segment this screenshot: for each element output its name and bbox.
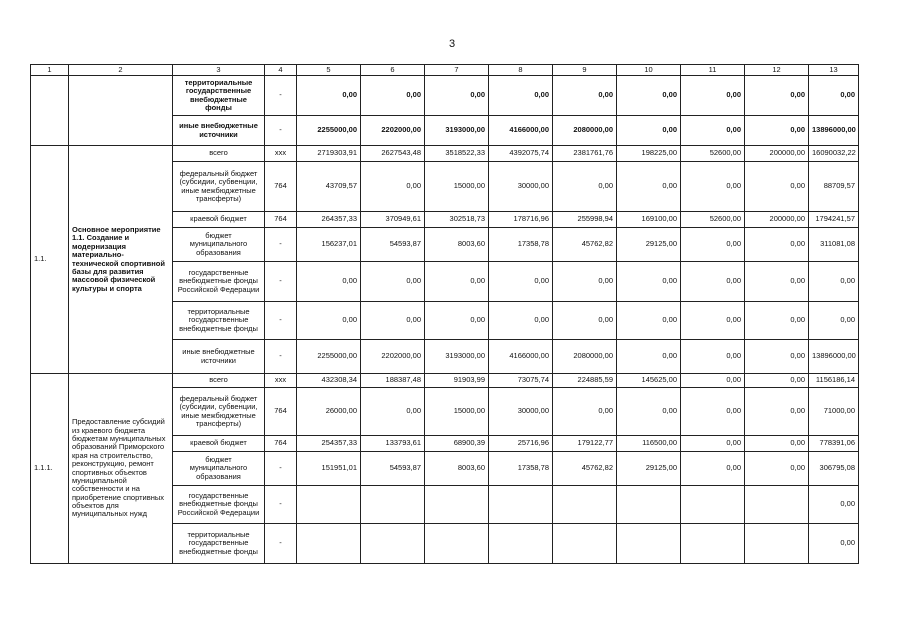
amount-cell: 0,00	[361, 388, 425, 436]
budget-code: ххх	[265, 374, 297, 388]
amount-cell: 30000,00	[489, 388, 553, 436]
amount-cell	[489, 486, 553, 524]
amount-cell: 0,00	[745, 116, 809, 146]
amount-cell: 4392075,74	[489, 146, 553, 162]
item-name	[69, 76, 173, 146]
amount-cell	[297, 486, 361, 524]
amount-cell: 200000,00	[745, 212, 809, 228]
amount-cell: 0,00	[361, 162, 425, 212]
amount-cell: 13896000,00	[809, 116, 859, 146]
amount-cell: 200000,00	[745, 146, 809, 162]
amount-cell: 0,00	[489, 262, 553, 302]
budget-code: -	[265, 228, 297, 262]
item-index	[31, 76, 69, 146]
amount-cell: 432308,34	[297, 374, 361, 388]
budget-code: 764	[265, 388, 297, 436]
page-number: 3	[449, 38, 456, 50]
budget-code: -	[265, 340, 297, 374]
amount-cell: 2080000,00	[553, 340, 617, 374]
amount-cell: 0,00	[745, 162, 809, 212]
amount-cell: 188387,48	[361, 374, 425, 388]
amount-cell: 0,00	[617, 76, 681, 116]
amount-cell: 0,00	[745, 436, 809, 452]
amount-cell: 73075,74	[489, 374, 553, 388]
amount-cell: 43709,57	[297, 162, 361, 212]
amount-cell: 0,00	[745, 76, 809, 116]
amount-cell	[553, 486, 617, 524]
amount-cell: 116500,00	[617, 436, 681, 452]
amount-cell: 17358,78	[489, 452, 553, 486]
amount-cell: 0,00	[617, 162, 681, 212]
amount-cell: 264357,33	[297, 212, 361, 228]
amount-cell: 370949,61	[361, 212, 425, 228]
amount-cell	[425, 486, 489, 524]
amount-cell: 0,00	[681, 302, 745, 340]
amount-cell: 198225,00	[617, 146, 681, 162]
amount-cell: 255998,94	[553, 212, 617, 228]
amount-cell: 0,00	[489, 76, 553, 116]
table-row	[31, 374, 859, 388]
amount-cell: 2381761,76	[553, 146, 617, 162]
funding-source: государственные внебюджетные фонды Российской Федерации	[173, 262, 265, 302]
funding-source: иные внебюджетные источники	[173, 116, 265, 146]
amount-cell	[745, 524, 809, 564]
funding-source: всего	[173, 374, 265, 388]
amount-cell: 3193000,00	[425, 116, 489, 146]
amount-cell: 0,00	[745, 262, 809, 302]
amount-cell: 151951,01	[297, 452, 361, 486]
budget-code: -	[265, 302, 297, 340]
amount-cell: 0,00	[361, 76, 425, 116]
funding-source: государственные внебюджетные фонды Российской Федерации	[173, 486, 265, 524]
amount-cell: 133793,61	[361, 436, 425, 452]
amount-cell: 2255000,00	[297, 340, 361, 374]
amount-cell: 91903,99	[425, 374, 489, 388]
amount-cell: 778391,06	[809, 436, 859, 452]
amount-cell: 2202000,00	[361, 340, 425, 374]
amount-cell: 0,00	[553, 162, 617, 212]
amount-cell	[361, 486, 425, 524]
column-number-row	[31, 65, 859, 76]
amount-cell: 0,00	[809, 302, 859, 340]
amount-cell: 0,00	[745, 388, 809, 436]
amount-cell: 26000,00	[297, 388, 361, 436]
amount-cell: 0,00	[809, 486, 859, 524]
amount-cell: 0,00	[745, 228, 809, 262]
amount-cell: 13896000,00	[809, 340, 859, 374]
amount-cell: 0,00	[425, 76, 489, 116]
amount-cell: 0,00	[617, 388, 681, 436]
amount-cell	[425, 524, 489, 564]
amount-cell: 302518,73	[425, 212, 489, 228]
amount-cell: 0,00	[361, 262, 425, 302]
amount-cell: 0,00	[617, 302, 681, 340]
amount-cell: 0,00	[681, 452, 745, 486]
column-number-header: 11	[681, 65, 745, 76]
amount-cell: 0,00	[553, 388, 617, 436]
table-row	[31, 76, 859, 116]
amount-cell: 2080000,00	[553, 116, 617, 146]
budget-code: -	[265, 524, 297, 564]
funding-source: территориальные государственные внебюджетные фонды	[173, 524, 265, 564]
amount-cell: 0,00	[553, 262, 617, 302]
amount-cell: 52600,00	[681, 212, 745, 228]
amount-cell: 0,00	[681, 374, 745, 388]
amount-cell: 0,00	[681, 228, 745, 262]
amount-cell: 0,00	[553, 302, 617, 340]
amount-cell: 54593,87	[361, 228, 425, 262]
budget-table	[30, 64, 859, 564]
amount-cell: 0,00	[745, 302, 809, 340]
amount-cell: 145625,00	[617, 374, 681, 388]
amount-cell: 1156186,14	[809, 374, 859, 388]
amount-cell: 0,00	[617, 262, 681, 302]
amount-cell	[489, 524, 553, 564]
funding-source: федеральный бюджет (субсидии, субвенции, иные межбюджетные трансферты)	[173, 388, 265, 436]
funding-source: иные внебюджетные источники	[173, 340, 265, 374]
column-number-header: 8	[489, 65, 553, 76]
amount-cell: 0,00	[553, 76, 617, 116]
amount-cell: 0,00	[681, 340, 745, 374]
amount-cell: 0,00	[297, 76, 361, 116]
amount-cell	[553, 524, 617, 564]
amount-cell: 4166000,00	[489, 116, 553, 146]
amount-cell: 25716,96	[489, 436, 553, 452]
budget-code: 764	[265, 162, 297, 212]
amount-cell: 0,00	[809, 76, 859, 116]
funding-source: федеральный бюджет (субсидии, субвенции, иные межбюджетные трансферты)	[173, 162, 265, 212]
amount-cell: 71000,00	[809, 388, 859, 436]
amount-cell: 0,00	[745, 340, 809, 374]
amount-cell: 0,00	[617, 340, 681, 374]
budget-code: -	[265, 262, 297, 302]
funding-source: краевой бюджет	[173, 212, 265, 228]
amount-cell: 0,00	[425, 262, 489, 302]
column-number-header: 2	[69, 65, 173, 76]
amount-cell: 224885,59	[553, 374, 617, 388]
funding-source: краевой бюджет	[173, 436, 265, 452]
amount-cell	[361, 524, 425, 564]
item-name: Основное мероприятие 1.1. Создание и модернизация материально-технической спортивной базы для развития массовой физической культуры и спорта	[69, 146, 173, 374]
amount-cell: 0,00	[809, 524, 859, 564]
amount-cell: 15000,00	[425, 162, 489, 212]
item-name: Предоставление субсидий из краевого бюджета бюджетам муниципальных образований Приморского края на строительство, реконструкцию, ремонт спортивных объектов муниципальной собственности и на приобретение спортивных объектов для муниципальных нужд	[69, 374, 173, 564]
amount-cell: 2255000,00	[297, 116, 361, 146]
item-index: 1.1.	[31, 146, 69, 374]
amount-cell	[617, 524, 681, 564]
amount-cell	[617, 486, 681, 524]
amount-cell: 88709,57	[809, 162, 859, 212]
amount-cell: 306795,08	[809, 452, 859, 486]
amount-cell: 0,00	[297, 262, 361, 302]
amount-cell: 2627543,48	[361, 146, 425, 162]
amount-cell: 8003,60	[425, 452, 489, 486]
budget-code: -	[265, 76, 297, 116]
amount-cell: 0,00	[425, 302, 489, 340]
amount-cell: 2202000,00	[361, 116, 425, 146]
amount-cell: 0,00	[361, 302, 425, 340]
column-number-header: 12	[745, 65, 809, 76]
amount-cell: 0,00	[681, 116, 745, 146]
budget-code: 764	[265, 212, 297, 228]
amount-cell: 0,00	[745, 374, 809, 388]
amount-cell: 68900,39	[425, 436, 489, 452]
amount-cell: 0,00	[681, 388, 745, 436]
budget-code: -	[265, 486, 297, 524]
amount-cell: 311081,08	[809, 228, 859, 262]
amount-cell: 0,00	[617, 116, 681, 146]
amount-cell: 4166000,00	[489, 340, 553, 374]
column-number-header: 7	[425, 65, 489, 76]
amount-cell	[681, 524, 745, 564]
amount-cell: 2719303,91	[297, 146, 361, 162]
amount-cell	[681, 486, 745, 524]
column-number-header: 4	[265, 65, 297, 76]
amount-cell: 15000,00	[425, 388, 489, 436]
amount-cell: 30000,00	[489, 162, 553, 212]
column-number-header: 5	[297, 65, 361, 76]
amount-cell: 0,00	[297, 302, 361, 340]
amount-cell: 29125,00	[617, 452, 681, 486]
amount-cell: 45762,82	[553, 452, 617, 486]
column-number-header: 3	[173, 65, 265, 76]
column-number-header: 1	[31, 65, 69, 76]
amount-cell	[297, 524, 361, 564]
amount-cell: 156237,01	[297, 228, 361, 262]
amount-cell: 0,00	[681, 76, 745, 116]
amount-cell: 3193000,00	[425, 340, 489, 374]
amount-cell: 0,00	[681, 262, 745, 302]
amount-cell: 169100,00	[617, 212, 681, 228]
item-index: 1.1.1.	[31, 374, 69, 564]
funding-source: бюджет муниципального образования	[173, 228, 265, 262]
amount-cell: 8003,60	[425, 228, 489, 262]
funding-source: территориальные государственные внебюджетные фонды	[173, 302, 265, 340]
funding-source: всего	[173, 146, 265, 162]
amount-cell: 29125,00	[617, 228, 681, 262]
amount-cell: 3518522,33	[425, 146, 489, 162]
column-number-header: 9	[553, 65, 617, 76]
amount-cell: 17358,78	[489, 228, 553, 262]
amount-cell: 0,00	[809, 262, 859, 302]
amount-cell: 254357,33	[297, 436, 361, 452]
column-number-header: 6	[361, 65, 425, 76]
budget-code: ххх	[265, 146, 297, 162]
amount-cell: 1794241,57	[809, 212, 859, 228]
amount-cell: 0,00	[745, 452, 809, 486]
amount-cell: 16090032,22	[809, 146, 859, 162]
funding-source: бюджет муниципального образования	[173, 452, 265, 486]
amount-cell: 45762,82	[553, 228, 617, 262]
amount-cell: 52600,00	[681, 146, 745, 162]
table-row	[31, 146, 859, 162]
amount-cell: 0,00	[681, 436, 745, 452]
budget-code: -	[265, 116, 297, 146]
budget-code: 764	[265, 436, 297, 452]
column-number-header: 13	[809, 65, 859, 76]
funding-source: территориальные государственные внебюджетные фонды	[173, 76, 265, 116]
column-number-header: 10	[617, 65, 681, 76]
amount-cell: 178716,96	[489, 212, 553, 228]
amount-cell: 0,00	[681, 162, 745, 212]
amount-cell: 54593,87	[361, 452, 425, 486]
amount-cell: 0,00	[489, 302, 553, 340]
amount-cell: 179122,77	[553, 436, 617, 452]
budget-code: -	[265, 452, 297, 486]
amount-cell	[745, 486, 809, 524]
